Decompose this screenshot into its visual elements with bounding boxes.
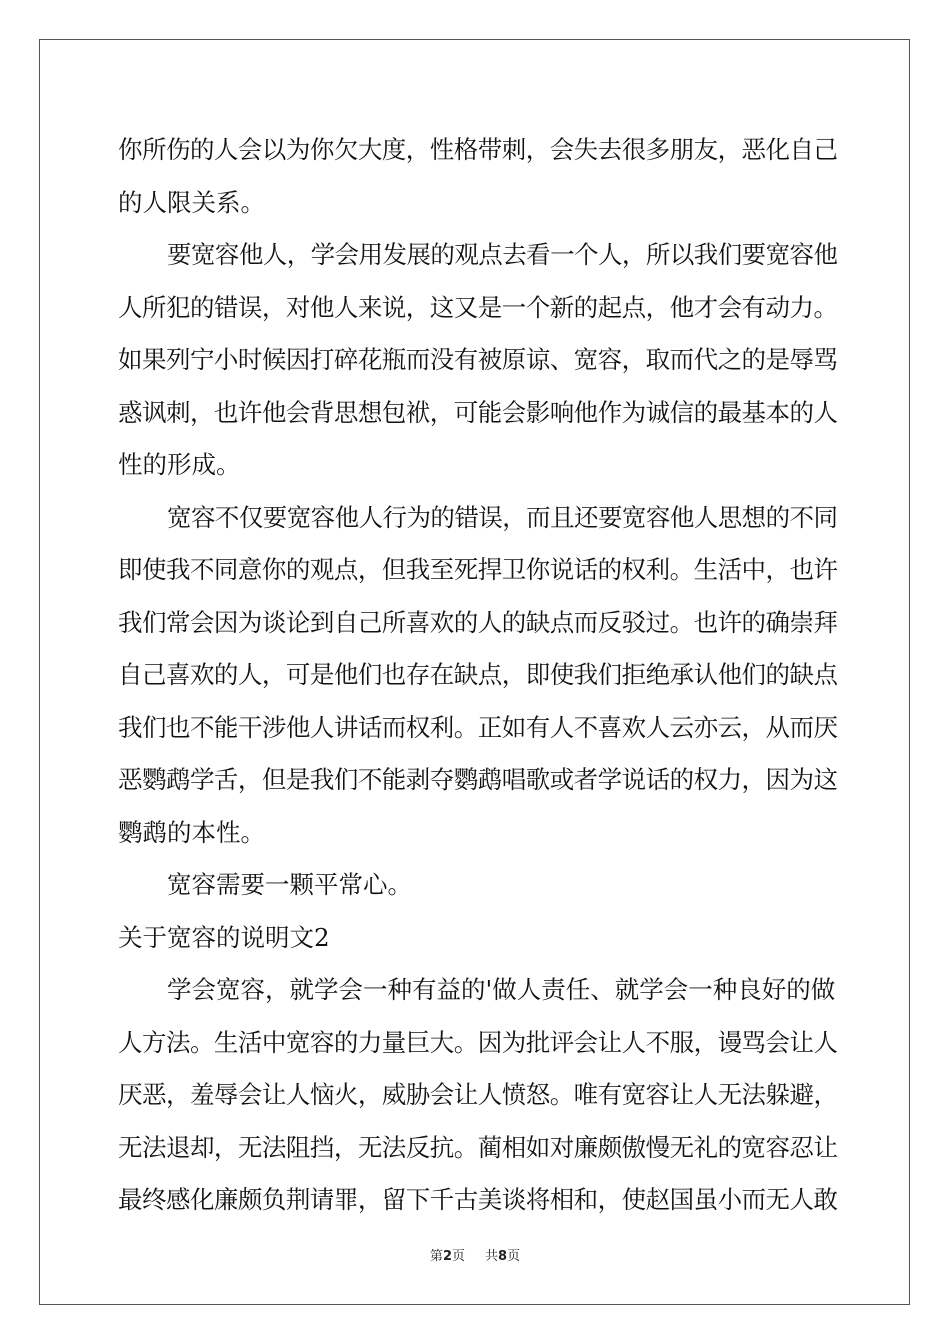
text-line: 我们也不能干涉他人讲话而权利。正如有人不喜欢人云亦云，从而厌 <box>118 712 838 742</box>
text-line: 鹦鹉的本性。 <box>118 817 265 847</box>
section-heading: 关于宽容的说明文2 <box>118 922 330 952</box>
text-line: 即使我不同意你的观点，但我至死捍卫你说话的权利。生活中，也许 <box>118 555 838 584</box>
total-pages: 8 <box>498 1249 508 1264</box>
text-line: 无法退却，无法阻挡，无法反抗。蔺相如对廉颇傲慢无礼的宽容忍让 <box>118 1132 838 1162</box>
text-line: 性的形成。 <box>118 450 241 479</box>
text-line: 宽容需要一颗平常心。 <box>167 870 412 899</box>
page-prefix: 第 <box>429 1249 443 1264</box>
text-line: 要宽容他人，学会用发展的观点去看一个人，所以我们要宽容他 <box>167 240 838 269</box>
page-footer <box>0 1245 950 1264</box>
total-suffix: 页 <box>507 1249 521 1264</box>
text-line: 学会宽容，就学会一种有益的'做人责任、就学会一种良好的做 <box>167 975 836 1004</box>
page-suffix: 页 <box>451 1249 465 1264</box>
text-line: 人方法。生活中宽容的力量巨大。因为批评会让人不服，谩骂会让人 <box>118 1027 838 1057</box>
text-line: 自己喜欢的人，可是他们也存在缺点，即使我们拒绝承认他们的缺点 <box>118 660 838 689</box>
text-line: 如果列宁小时候因打碎花瓶而没有被原谅、宽容，取而代之的是辱骂 <box>118 345 838 374</box>
total-prefix: 共 <box>485 1249 499 1264</box>
text-line: 惑讽刺，也许他会背思想包袱，可能会影响他作为诚信的最基本的人 <box>118 397 838 427</box>
text-line: 人所犯的错误，对他人来说，这又是一个新的起点，他才会有动力。 <box>118 292 838 322</box>
text-line: 宽容不仅要宽容他人行为的错误，而且还要宽容他人思想的不同 <box>167 502 838 532</box>
text-line: 的人限关系。 <box>118 187 265 217</box>
text-line: 厌恶，羞辱会让人恼火，威胁会让人愤怒。唯有宽容让人无法躲避， <box>118 1080 838 1109</box>
text-line: 恶鹦鹉学舌，但是我们不能剥夺鹦鹉唱歌或者学说话的权力，因为这 <box>118 765 838 794</box>
text-line: 最终感化廉颇负荆请罪，留下千古美谈将相和，使赵国虽小而无人敢 <box>118 1185 838 1214</box>
text-line: 我们常会因为谈论到自己所喜欢的人的缺点而反驳过。也许的确崇拜 <box>118 607 838 637</box>
text-line: 你所伤的人会以为你欠大度，性格带刺，会失去很多朋友，恶化自己 <box>118 135 838 164</box>
page-number: 2 <box>442 1249 452 1264</box>
document-body <box>118 124 838 1227</box>
